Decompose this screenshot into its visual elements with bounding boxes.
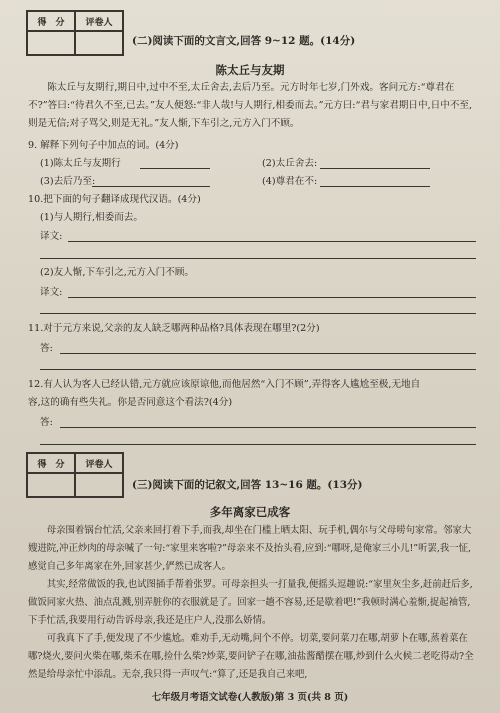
answer-blank-12b xyxy=(40,444,476,445)
q9-blank-2 xyxy=(320,168,430,169)
translation-blank-1a xyxy=(68,241,476,242)
score-cell xyxy=(27,31,75,55)
answer-label-11: 答: xyxy=(40,343,53,354)
grader-cell xyxy=(75,31,123,55)
answer-label-12: 答: xyxy=(40,417,53,428)
translation-blank-2a xyxy=(68,297,476,298)
question-12-line-2: 容,这的确有些失礼。你是否同意这个看法?(4分) xyxy=(28,397,233,408)
page-footer: 七年级月考语文试卷(人教版)第 3 页(共 8 页) xyxy=(151,692,349,703)
translation-label-2: 译文: xyxy=(40,287,63,298)
translation-blank-1b xyxy=(40,258,476,259)
question-11: 11.对于元方来说,父亲的友人缺乏哪两种品格?具体表现在哪里?(2分) xyxy=(28,323,320,334)
classical-passage: 陈太丘与友期行,期日中,过中不至,太丘舍去,去后乃至。元方时年七岁,门外戏。客问元方:“尊君在不?”答曰:“待君久不至,已去。”友人便怒:“非人哉!与人期行,相委而去。”元方曰:“君与家君期日中,日中不至,则是无信;对子骂父,则是无礼。”友人惭,下车引之,元方入门不顾。 xyxy=(28,82,473,129)
passage-title-classical: 陈太丘与友期 xyxy=(215,63,285,77)
answer-blank-11b xyxy=(40,369,476,370)
narrative-paragraph-1: 母亲围着锅台忙活,父亲来回打着下手,而我,却坐在门槛上晒太阳、玩手机,偶尔与父母唠句家常。邻家大嫂进院,冲正炒肉的母亲喊了一句:“家里来客啦?”母亲来不及抬头看,应到:“哪呀,是俺家三小儿!”听罢,我一怔,感觉自己多年离家在外,回家甚少,俨然已成客人。 xyxy=(28,525,472,572)
section-3-title: (三)阅读下面的记叙文,回答 13~16 题。(13分) xyxy=(132,479,363,491)
grader-label: 评卷人 xyxy=(75,453,123,473)
q9-blank-3 xyxy=(92,186,210,187)
score-label: 得 分 xyxy=(27,11,75,31)
score-box-2 xyxy=(26,452,124,498)
q10-sentence-2: (2)友人惭,下车引之,元方入门不顾。 xyxy=(40,267,195,278)
score-label: 得 分 xyxy=(27,453,75,473)
q9-blank-4 xyxy=(320,186,430,187)
q9-item-1: (1)陈太丘与友期行 xyxy=(40,158,121,169)
q9-blank-1 xyxy=(140,168,210,169)
q10-sentence-1: (1)与人期行,相委而去。 xyxy=(40,212,143,223)
narrative-paragraph-3: 可我真下了手,便发现了不少尴尬。难劝手,无动嘴,问个不停。切菜,要问菜刀在哪,胡萝卜在哪,蒸着菜在哪?烧火,要问火柴在哪,柴禾在哪,捡什么柴?炒菜,要问铲子在哪,油盐酱醋摆在哪,炒到什么火候二老吃得动?全然是给母亲忙中添乱。无奈,我只得一声叹气:“算了,还是我自己来吧, xyxy=(28,633,474,680)
translation-blank-2b xyxy=(40,313,476,314)
translation-label-1: 译文: xyxy=(40,231,63,242)
narrative-paragraph-2: 其实,经常做饭的我,也试图插手帮着张罗。可母亲担头一打量我,便摇头逗趣说:“家里灰尘多,赶前赶后多,做饭同家火热、油点乱溅,别弄脏你的衣服就是了。回家一趟不容易,还是歇着吧!”我顿时满心羞惭,捉起袖管,下手忙活,我要用行动告诉母亲,我还是庄户人,没那么娇情。 xyxy=(28,579,473,626)
question-12-line-1: 12.有人认为客人已经认错,元方就应该原谅他,而他居然“入门不顾”,弄得客人尴尬至极,无地自 xyxy=(28,379,421,390)
q9-item-2: (2)太丘舍去: xyxy=(262,158,318,169)
score-box-1 xyxy=(26,10,124,56)
answer-blank-11a xyxy=(60,353,476,354)
question-9: 9. 解释下列句子中加点的词。(4分) xyxy=(28,140,179,151)
q9-item-3: (3)去后乃至: xyxy=(40,176,96,187)
score-cell xyxy=(27,473,75,497)
grader-cell xyxy=(75,473,123,497)
grader-label: 评卷人 xyxy=(75,11,123,31)
section-2-title: (二)阅读下面的文言文,回答 9~12 题。(14分) xyxy=(132,35,356,47)
question-10: 10.把下面的句子翻译成现代汉语。(4分) xyxy=(28,194,201,205)
passage-title-narrative: 多年离家已成客 xyxy=(209,505,291,519)
q9-item-4: (4)尊君在不: xyxy=(262,176,318,187)
answer-blank-12a xyxy=(60,427,476,428)
